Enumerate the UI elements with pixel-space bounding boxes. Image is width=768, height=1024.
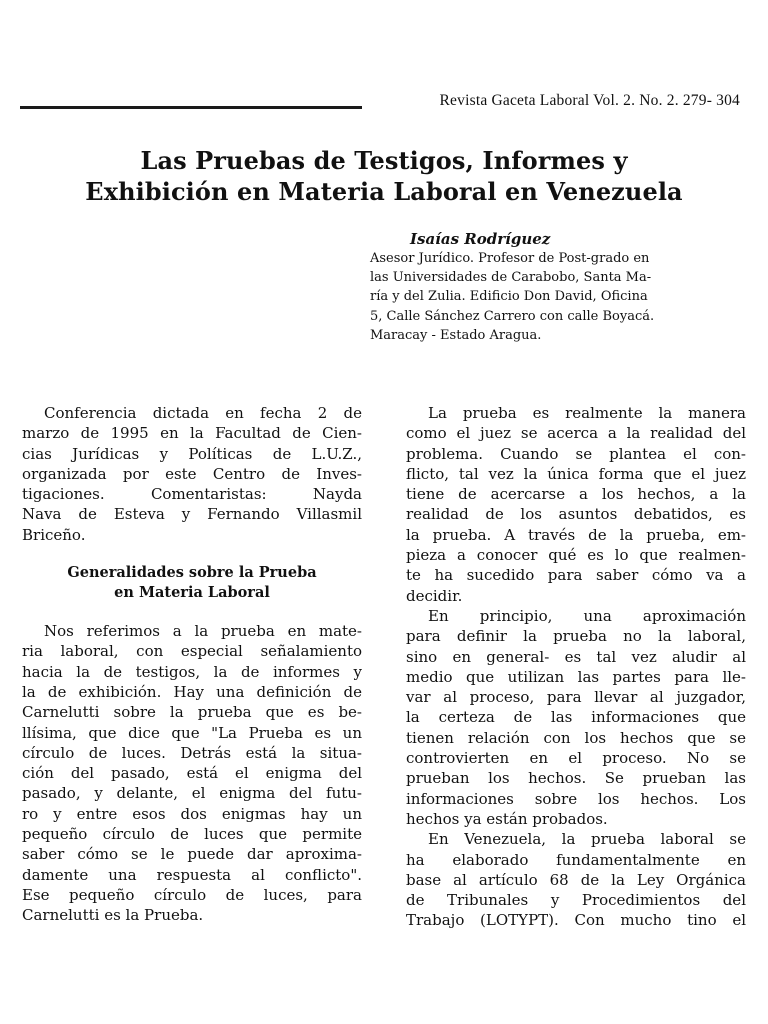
section-heading <box>22 563 362 603</box>
affiliation-line: 5, Calle Sánchez Carrero con calle Boyacá. <box>370 308 655 324</box>
text-line: pasado, y delante, el enigma del futu- <box>22 784 362 803</box>
article-title <box>0 145 768 207</box>
text-line: ro y entre esos dos enigmas hay un <box>22 804 362 823</box>
body-paragraph <box>22 621 362 925</box>
text-line: te ha sucedido para saber cómo va a <box>406 566 746 585</box>
affiliation-line: las Universidades de Carabobo, Santa Ma- <box>370 270 652 286</box>
affiliation-line: Asesor Jurídico. Profesor de Post-grado en <box>370 251 650 266</box>
text-line: tienen relación con los hechos que se <box>406 728 746 747</box>
text-line: Nava de Esteva y Fernando Villasmil <box>22 505 362 524</box>
text-line: la de exhibición. Hay una definición de <box>22 682 362 701</box>
body-paragraph <box>406 403 746 606</box>
text-line: controvierten en el proceso. No se <box>406 749 746 768</box>
text-line: Nos referimos a la prueba en mate- <box>44 622 362 641</box>
text-line: de Tribunales y Procedimientos del <box>406 891 746 910</box>
text-line: Carnelutti es la Prueba. <box>22 906 204 925</box>
text-line: llísima, que dice que "La Prueba es un <box>22 723 362 742</box>
title-line: Las Pruebas de Testigos, Informes y <box>140 146 628 175</box>
text-line: como el juez se acerca a la realidad del <box>406 424 746 443</box>
text-line: tigaciones. Comentaristas: Nayda <box>22 485 362 504</box>
text-line: Briceño. <box>22 525 86 544</box>
text-line: pieza a conocer qué es lo que realmen- <box>406 546 746 565</box>
text-line: En Venezuela, la prueba laboral se <box>428 830 746 849</box>
text-line: tiene de acercarse a los hechos, a la <box>406 485 746 504</box>
text-line: Carnelutti sobre la prueba que es be- <box>22 703 362 722</box>
text-line: En principio, una aproximación <box>428 606 746 625</box>
journal-citation: Revista Gaceta Laboral Vol. 2. No. 2. 279- 304 <box>439 92 740 109</box>
header-rule <box>20 106 362 109</box>
text-line: La prueba es realmente la manera <box>428 404 746 422</box>
text-line: pequeño círculo de luces que permite <box>22 825 362 844</box>
left-column <box>22 403 362 926</box>
title-line: Exhibición en Materia Laboral en Venezuela <box>85 177 683 206</box>
text-line: informaciones sobre los hechos. Los <box>406 789 746 808</box>
text-line: la certeza de las informaciones que <box>406 708 746 727</box>
text-line: saber cómo se le puede dar aproxima- <box>22 845 362 864</box>
text-line: decidir. <box>406 586 463 605</box>
body-paragraph <box>406 606 746 829</box>
body-paragraph <box>406 829 746 930</box>
affiliation-line: ría y del Zulia. Edificio Don David, Oficina <box>370 289 648 305</box>
text-line: flicto, tal vez la única forma que el juez <box>406 464 746 483</box>
text-line: Trabajo (LOTYPT). Con mucho tino el <box>406 911 746 930</box>
text-line: marzo de 1995 en la Facultad de Cien- <box>22 424 362 443</box>
text-line: var al proceso, para llevar al juzgador, <box>406 688 746 707</box>
text-line: Conferencia dictada en fecha 2 de <box>44 404 362 422</box>
text-line: círculo de luces. Detrás está la situa- <box>22 743 362 762</box>
text-line: realidad de los asuntos debatidos, es <box>406 505 746 524</box>
affiliation-line: Maracay - Estado Aragua. <box>370 327 542 343</box>
text-line: ha elaborado fundamentalmente en <box>406 850 746 869</box>
heading-line: en Materia Laboral <box>114 584 270 602</box>
text-line: sino en general- es tal vez aludir al <box>406 647 746 666</box>
author-block <box>370 230 745 345</box>
text-line: damente una respuesta al conflicto". <box>22 865 362 884</box>
conference-note <box>22 403 362 545</box>
text-line: prueban los hechos. Se prueban las <box>406 769 746 788</box>
text-line: problema. Cuando se plantea el con- <box>406 444 746 463</box>
text-line: hechos ya están probados. <box>406 809 608 828</box>
text-line: organizada por este Centro de Inves- <box>22 464 362 483</box>
heading-line: Generalidades sobre la Prueba <box>67 564 317 582</box>
text-line: cias Jurídicas y Políticas de L.U.Z., <box>22 444 362 463</box>
text-line: ria laboral, con especial señalamiento <box>22 642 362 661</box>
text-line: medio que utilizan las partes para lle- <box>406 667 746 686</box>
text-line: ción del pasado, está el enigma del <box>22 764 362 783</box>
text-line: para definir la prueba no la laboral, <box>406 627 746 646</box>
text-line: la prueba. A través de la prueba, em- <box>406 525 746 544</box>
text-line: hacia la de testigos, la de informes y <box>22 662 362 681</box>
right-column <box>406 403 746 931</box>
author-affiliation <box>370 249 745 345</box>
text-line: base al artículo 68 de la Ley Orgánica <box>406 870 746 889</box>
author-name: Isaías Rodríguez <box>410 230 551 248</box>
text-line: Ese pequeño círculo de luces, para <box>22 885 362 904</box>
